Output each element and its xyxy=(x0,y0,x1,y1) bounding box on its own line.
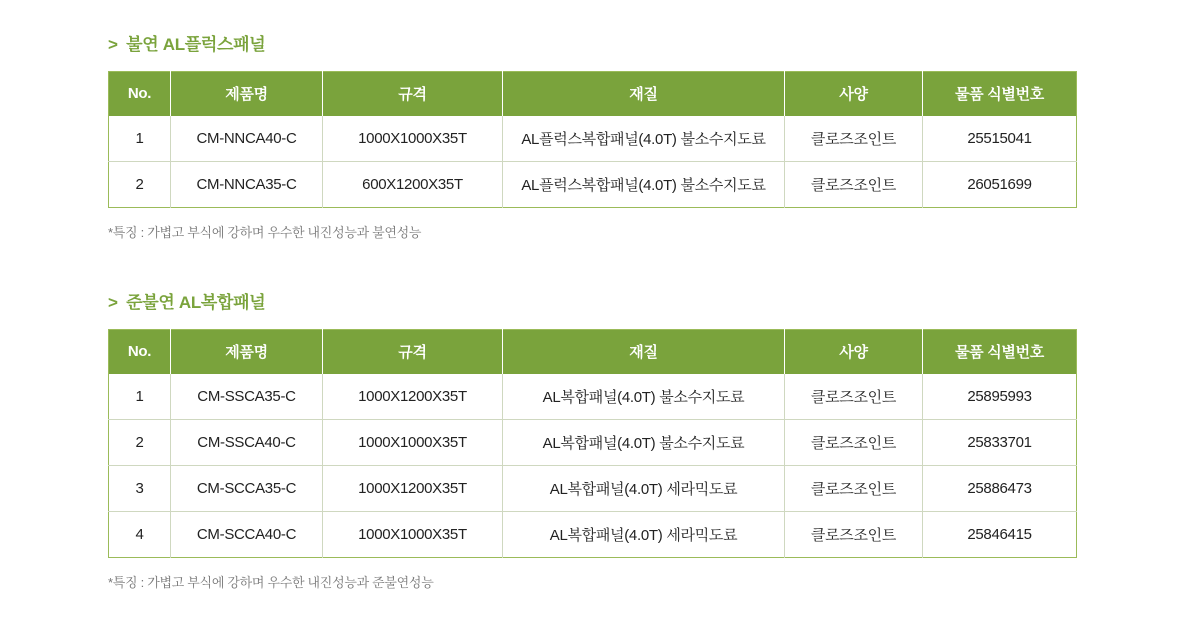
cell-size: 600X1200X35T xyxy=(323,162,503,208)
column-header-material: 재질 xyxy=(503,72,785,116)
cell-option: 클로즈조인트 xyxy=(785,512,923,558)
table-row xyxy=(109,420,1077,466)
table-row xyxy=(109,466,1077,512)
cell-size: 1000X1000X35T xyxy=(323,512,503,558)
product-section-composite-panel xyxy=(108,288,1076,591)
cell-item-code: 25886473 xyxy=(923,466,1077,512)
column-header-no: No. xyxy=(109,72,171,116)
section-arrow-icon: > xyxy=(108,293,118,312)
column-header-product-name: 제품명 xyxy=(171,72,323,116)
cell-material: AL복합패널(4.0T) 세라믹도료 xyxy=(503,466,785,512)
cell-no: 2 xyxy=(109,420,171,466)
cell-product-name: CM-SCCA40-C xyxy=(171,512,323,558)
cell-product-name: CM-SSCA35-C xyxy=(171,374,323,420)
column-header-option: 사양 xyxy=(785,330,923,374)
product-section-flux-panel xyxy=(108,30,1076,241)
cell-material: AL복합패널(4.0T) 세라믹도료 xyxy=(503,512,785,558)
section-note-composite-panel: *특징 : 가볍고 부식에 강하며 우수한 내진성능과 준불연성능 xyxy=(108,575,434,590)
cell-item-code: 25515041 xyxy=(967,129,1032,147)
cell-size: 1000X1000X35T xyxy=(323,116,503,162)
column-header-material: 재질 xyxy=(503,330,785,374)
cell-item-code: 25846415 xyxy=(923,512,1077,558)
cell-product-name: CM-NNCA40-C xyxy=(171,116,323,162)
section-title-composite-panel xyxy=(108,288,1076,313)
column-header-no: No. xyxy=(109,330,171,374)
cell-material: AL복합패널(4.0T) 불소수지도료 xyxy=(503,374,785,420)
column-header-item-code: 물품 식별번호 xyxy=(923,330,1077,374)
cell-product-name: CM-SSCA40-C xyxy=(171,420,323,466)
cell-option: 클로즈조인트 xyxy=(785,466,923,512)
table-header-row xyxy=(109,330,1077,374)
column-header-size: 규격 xyxy=(323,330,503,374)
column-header-product-name: 제품명 xyxy=(171,330,323,374)
section-note-flux-panel: *특징 : 가볍고 부식에 강하며 우수한 내진성능과 불연성능 xyxy=(108,225,422,240)
cell-no: 1 xyxy=(109,374,171,420)
column-header-option: 사양 xyxy=(785,72,923,116)
cell-option: 클로즈조인트 xyxy=(785,374,923,420)
cell-no: 1 xyxy=(109,116,171,162)
cell-no: 3 xyxy=(109,466,171,512)
cell-size: 1000X1200X35T xyxy=(323,374,503,420)
cell-item-code: 25895993 xyxy=(967,387,1032,405)
section-title-flux-panel xyxy=(108,30,1076,55)
cell-product-name: CM-NNCA35-C xyxy=(171,162,323,208)
section-arrow-icon: > xyxy=(108,35,118,54)
cell-no: 2 xyxy=(109,162,171,208)
cell-item-code: 25833701 xyxy=(923,420,1077,466)
column-header-size: 규격 xyxy=(323,72,503,116)
section-title-text: 불연 AL플럭스패널 xyxy=(126,35,266,54)
spec-table-composite-panel xyxy=(108,329,1077,558)
table-row xyxy=(109,162,1077,208)
table-header-row xyxy=(109,72,1077,116)
cell-size: 1000X1200X35T xyxy=(323,466,503,512)
table-row xyxy=(109,512,1077,558)
cell-option: 클로즈조인트 xyxy=(785,116,923,162)
cell-material: AL플럭스복합패널(4.0T) 불소수지도료 xyxy=(503,116,785,162)
table-row xyxy=(109,116,1077,162)
cell-item-code: 26051699 xyxy=(923,162,1077,208)
cell-size: 1000X1000X35T xyxy=(323,420,503,466)
spec-table-flux-panel xyxy=(108,71,1077,208)
cell-material: AL복합패널(4.0T) 불소수지도료 xyxy=(503,420,785,466)
cell-product-name: CM-SCCA35-C xyxy=(171,466,323,512)
column-header-item-code: 물품 식별번호 xyxy=(923,72,1077,116)
cell-option: 클로즈조인트 xyxy=(785,162,923,208)
section-title-text: 준불연 AL복합패널 xyxy=(126,293,266,312)
table-row xyxy=(109,374,1077,420)
cell-no: 4 xyxy=(109,512,171,558)
cell-option: 클로즈조인트 xyxy=(785,420,923,466)
cell-material: AL플럭스복합패널(4.0T) 불소수지도료 xyxy=(503,162,785,208)
